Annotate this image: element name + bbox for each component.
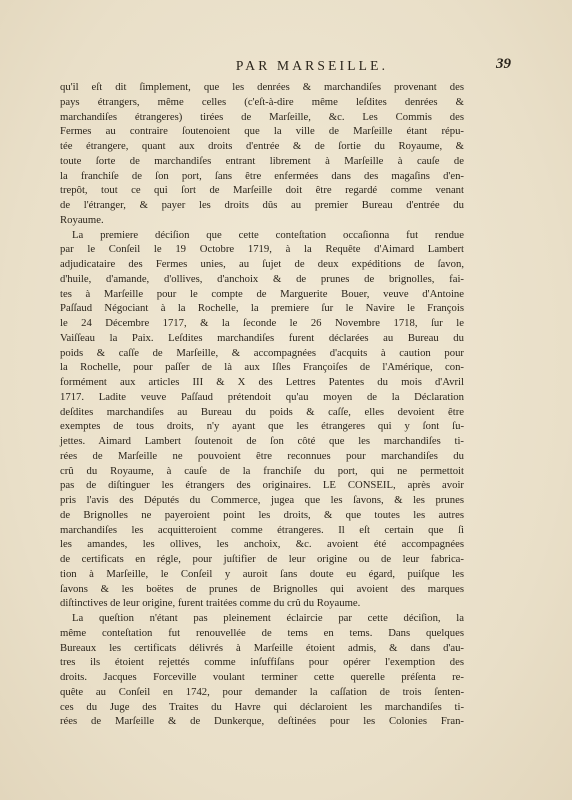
text-line: droits. Jacques Forceville voulant terminer cette querelle préſenta re- [60,671,464,683]
text-line: La premiere déciſion que cette conteſtation occaſionna fut rendue [72,228,464,241]
text-line: qu'il eſt dit ſimplement, que les denrées & marchandiſes provenant des [60,81,464,93]
text-line: le 24 Décembre 1717, & la ſeconde le 26 Novembre 1718, ſur le [60,317,464,329]
text-line: Fermes au contraire ſoutenoient que la ville de Marſeille étant répu- [60,125,464,138]
text-line: exemptes de tous droits, n'y ayant que les étrangeres qui y ſont ſu- [60,420,464,433]
text-line: de certificats en régle, pour juſtifier de leur origine ou de leur fabrica- [60,553,464,565]
text-line: tes à Marſeille pour le compte de Marguerite Bouer, veuve d'Antoine [60,287,464,300]
text-line: tres ils étoient rejettés comme inſuffiſans pour opérer l'exemption des [60,656,464,669]
page-number: 39 [496,56,511,72]
text-line: rées de Marſeille & de Dunkerque, deſtinées pour les Colonies Fran- [60,715,464,728]
text-line: Bureaux les certificats délivrés à Marſeille étoient admis, & dans d'au- [60,641,464,654]
text-line: adjudicataire des Fermes unies, au ſujet de deux expéditions de ſavon, [60,258,464,270]
text-line: pays étrangers, même celles (c'eſt-à-dire même leſdites denrées & [60,95,464,108]
body-text [60,80,464,729]
text-line: rées de Marſeille ne pouvoient être reconnues pour marchandiſes du [60,449,464,462]
text-line: La queſtion n'étant pas pleinement éclaircie par cette déciſion, la [72,612,464,624]
text-line: marchandiſes les acquitteroient comme étrangeres. Il eſt certain que ſi [60,523,464,536]
text-line: d'huile, d'amande, d'ollives, d'anchoix & de prunes de brignolles, fai- [60,272,464,285]
text-line: de l'étranger, & payer les droits dûs au premier Bureau d'entrée du [60,199,464,211]
running-head: PAR MARSEILLE. [235,58,389,73]
text-line: par le Conſeil le 19 Octobre 1719, à la Requête d'Aimard Lambert [60,243,464,256]
text-line: Royaume. [60,213,104,226]
text-line: formément aux articles III & X des Lettres Patentes du mois d'Avril [60,376,464,388]
text-line: la Rochelle, pour paſſer de là aux Iſles Françoiſes de l'Amérique, con- [60,361,464,374]
text-line: trepôt, tout ce qui ſort de Marſeille doit être regardé comme venant [60,184,464,197]
text-line: crû du Royaume, à cauſe de la franchiſe du port, qui ne permettoit [60,464,464,477]
text-line: toute ſorte de marchandiſes entrant librement à Marſeille à cauſe de [60,154,464,167]
text-line: 1717. Ladite veuve Paſſaud prétendoit qu'au moyen de la Déclaration [60,390,464,403]
text-line: Paſſaud Négociant à la Rochelle, la premiere ſur le Navire le François [60,302,464,315]
text-line: quête au Conſeil en 1742, pour demander la caſſation de trois ſenten- [60,685,464,698]
text-line: diſtinctives de leur origine, furent traitées comme du crû du Royaume. [60,597,361,610]
text-line: poids & caſſe de Marſeille, & accompagnées d'acquits à caution pour [60,346,464,359]
text-line: les amandes, les ollives, les anchoix, &c. avoient été accompagnées [60,538,464,551]
text-line: pas de diſtinguer les étrangers des originaires. LE CONSEIL, après avoir [60,479,464,492]
text-line: ſavons & les boëtes de prunes de Brignolles qui avoient des marques [60,582,464,595]
text-line: ces du Juge des Traites du Havre qui déclaroient les marchandiſes ti- [60,700,464,713]
text-line: pris l'avis des Députés du Commerce, jugea que les ſavons, & les prunes [60,494,464,506]
text-line: tion à Marſeille, le Conſeil y auroit ſans doute eu égard, puiſque les [60,567,464,580]
text-line: marchandiſes étrangeres) tirées de Marſeille, &c. Les Commis des [60,110,464,123]
text-line: deſdites marchandiſes au Bureau du poids & caſſe, elles devoient être [60,405,464,418]
text-line: Vaiſſeau la Paix. Leſdites marchandiſes furent déclarées au Bureau du [60,331,464,344]
text-line: jettes. Aimard Lambert ſoutenoit de ſon côté que les marchandiſes ti- [60,435,464,447]
text-line: même conteſtation fut renouvellée de tems en tems. Dans quelques [60,626,464,639]
text-line: de Brignolles ne payeroient point les droits, & que toutes les autres [60,508,464,521]
text-line: la franchiſe de ſon port, ſans être enfermées dans des magaſins d'en- [60,169,464,182]
text-line: tée étrangere, quant aux droits d'entrée & de ſortie du Royaume, & [60,140,464,152]
